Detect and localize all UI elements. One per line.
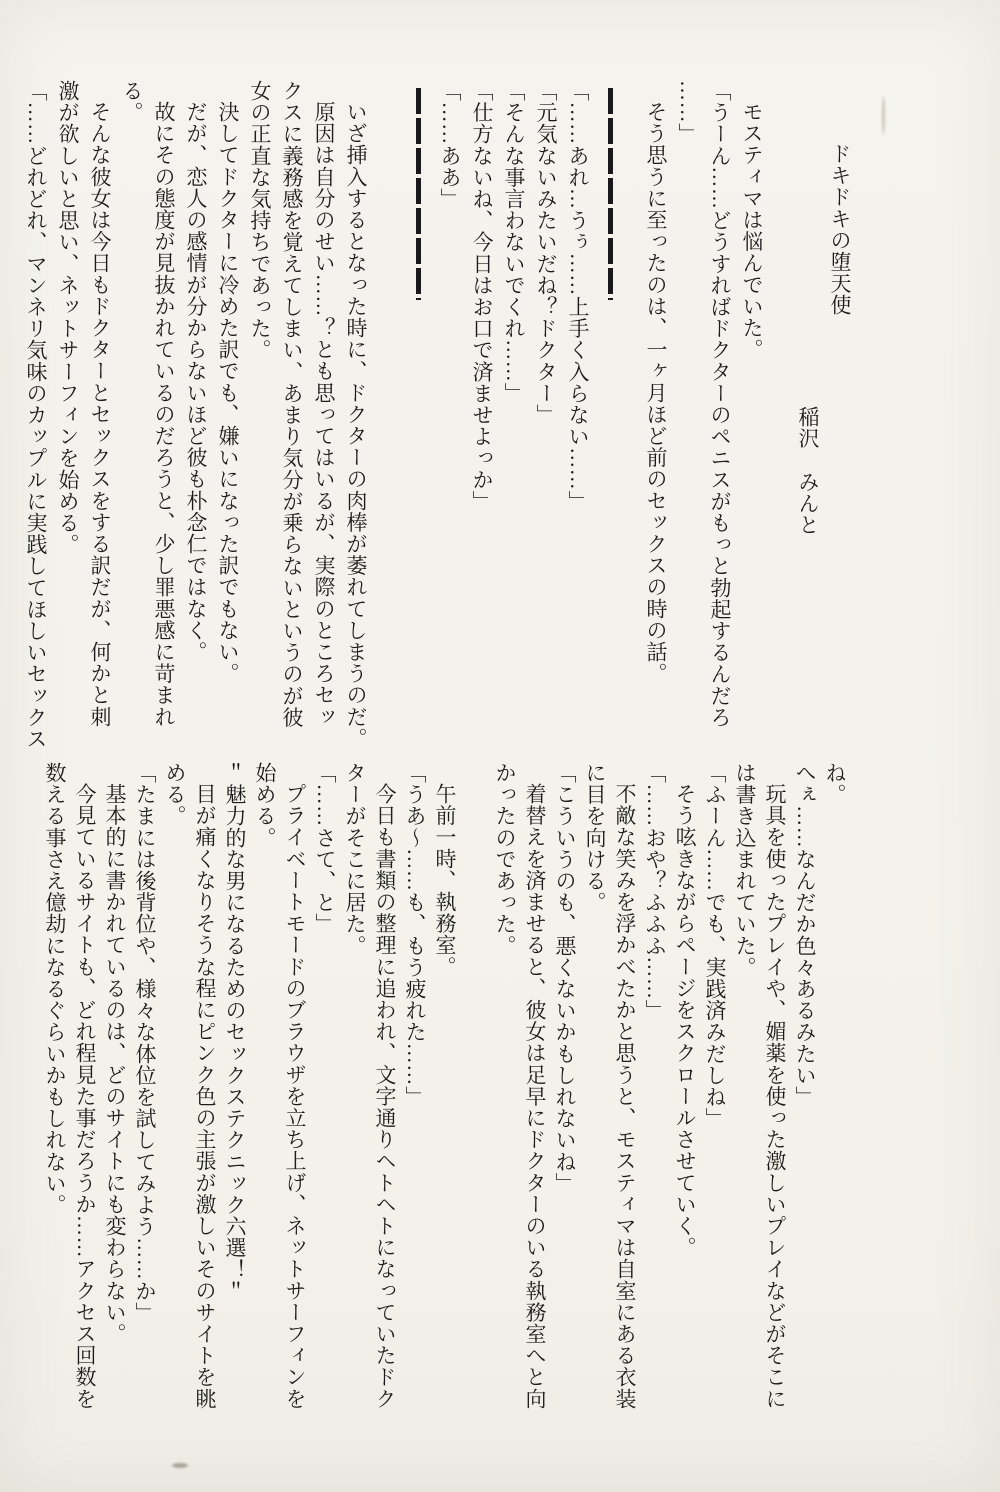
text-column: 「うーん……どうすればドクターのペニスがもっと勃起するんだろ [708, 80, 732, 728]
text-column: 「うあ〜……も、もう疲れた……」 [403, 762, 427, 1108]
text-column: 「こういうのも、悪くないかもしれないね」 [553, 762, 577, 1194]
text-column: める。 [163, 762, 187, 827]
scene-divider-line [402, 88, 434, 302]
text-column: 基本的に書かれているのは、どのサイトにも変わらない。 [103, 783, 127, 1345]
text-column: へぇ……なんだか色々あるみたい」 [793, 762, 817, 1108]
text-column: 「たまには後背位や、様々な体位を試してみよう……か」 [133, 762, 157, 1324]
text-column: そう思うに至ったのは、一ヶ月ほど前のセックスの時の話。 [644, 101, 668, 685]
page-title: ドキドキの堕天使 [828, 143, 852, 316]
text-column: る。 [120, 80, 144, 124]
text-column: 今見ているサイトも、どれ程見た事だろうか……アクセス回数を [73, 783, 97, 1410]
text-column: 原因は自分のせい……？とも思ってはいるが、実際のところセッ [312, 101, 336, 728]
lower-text-band [40, 762, 850, 1422]
text-column: 故にその態度が見抜かれているのだろうと、少し罪悪感に苛まれ [152, 101, 176, 728]
text-column: 「そんな事言わないでくれ……」 [502, 80, 526, 404]
scene-divider-line [594, 88, 626, 302]
text-column: 「……どれどれ、マンネリ気味のカップルに実践してほしいセックス [24, 80, 48, 750]
text-column: クスに義務感を覚えてしまい、あまり気分が乗らないというのが彼 [280, 80, 304, 728]
text-column: 始める。 [253, 762, 277, 849]
text-column: に目を向ける。 [583, 762, 607, 914]
text-column: 不敵な笑みを浮かべたかと思うと、モスティマは自室にある衣装 [613, 783, 637, 1410]
text-column: は書き込まれていた。 [733, 762, 757, 978]
text-column: プライベートモードのブラウザを立ち上げ、ネットサーフィンを [283, 783, 307, 1410]
text-column: 女の正直な気持ちであった。 [248, 80, 272, 361]
text-column: 「……おや？ふふふ……」 [643, 762, 667, 1022]
text-column: 今日も書類の整理に追われ、文字通りヘトヘトになっていたドク [373, 783, 397, 1410]
text-column: 「ふーん……でも、実践済みだしね」 [703, 762, 727, 1130]
scan-artifact [172, 1463, 188, 1468]
text-column: ターがそこに居た。 [343, 762, 367, 957]
text-column: 数える事さえ億劫になるぐらいかもしれない。 [43, 762, 67, 1216]
text-column: 「元気ないみたいだね？ドクター」 [534, 80, 558, 426]
text-column: モスティマは悩んでいた。 [740, 101, 764, 361]
text-column: 「……あれ…うぅ……上手く入らない……」 [566, 80, 590, 512]
text-column: ね。 [823, 762, 847, 806]
text-column: 玩具を使ったプレイや、媚薬を使った激しいプレイなどがそこに [763, 783, 787, 1410]
text-column: 「……ああ」 [438, 80, 462, 210]
text-column: 激が欲しいと思い、ネットサーフィンを始める。 [56, 80, 80, 556]
text-column: 「仕方ないね、今日はお口で済ませよっか」 [470, 80, 494, 512]
text-column: 決してドクターに冷めた訳でも、嫌いになった訳でもない。 [216, 101, 240, 685]
text-column: 「……さて、と」 [313, 762, 337, 935]
text-column: そう呟きながらページをスクロールさせていく。 [673, 783, 697, 1259]
text-column: 午前一時、執務室。 [433, 783, 457, 978]
text-column: そんな彼女は今日もドクターとセックスをする訳だが、何かと刺 [88, 101, 112, 728]
upper-text-band [20, 80, 856, 752]
text-column: 目が痛くなりそうな程にピンク色の主張が激しいそのサイトを眺 [193, 783, 217, 1410]
text-column: ＂魅力的な男になるためのセックステクニック六選！＂ [223, 762, 247, 1302]
text-column: 着替えを済ませると、彼女は足早にドクターのいる執務室へと向 [523, 783, 547, 1410]
text-column: かったのであった。 [493, 762, 517, 957]
text-column: だが、恋人の感情が分からないほど彼も朴念仁ではなく。 [184, 101, 208, 663]
text-column: いざ挿入するとなった時に、ドクターの肉棒が萎れてしまうのだ。 [344, 101, 368, 749]
scan-artifact [882, 96, 885, 134]
text-column: ……」 [676, 80, 700, 145]
author-name: 稲沢 みんと [796, 405, 820, 536]
